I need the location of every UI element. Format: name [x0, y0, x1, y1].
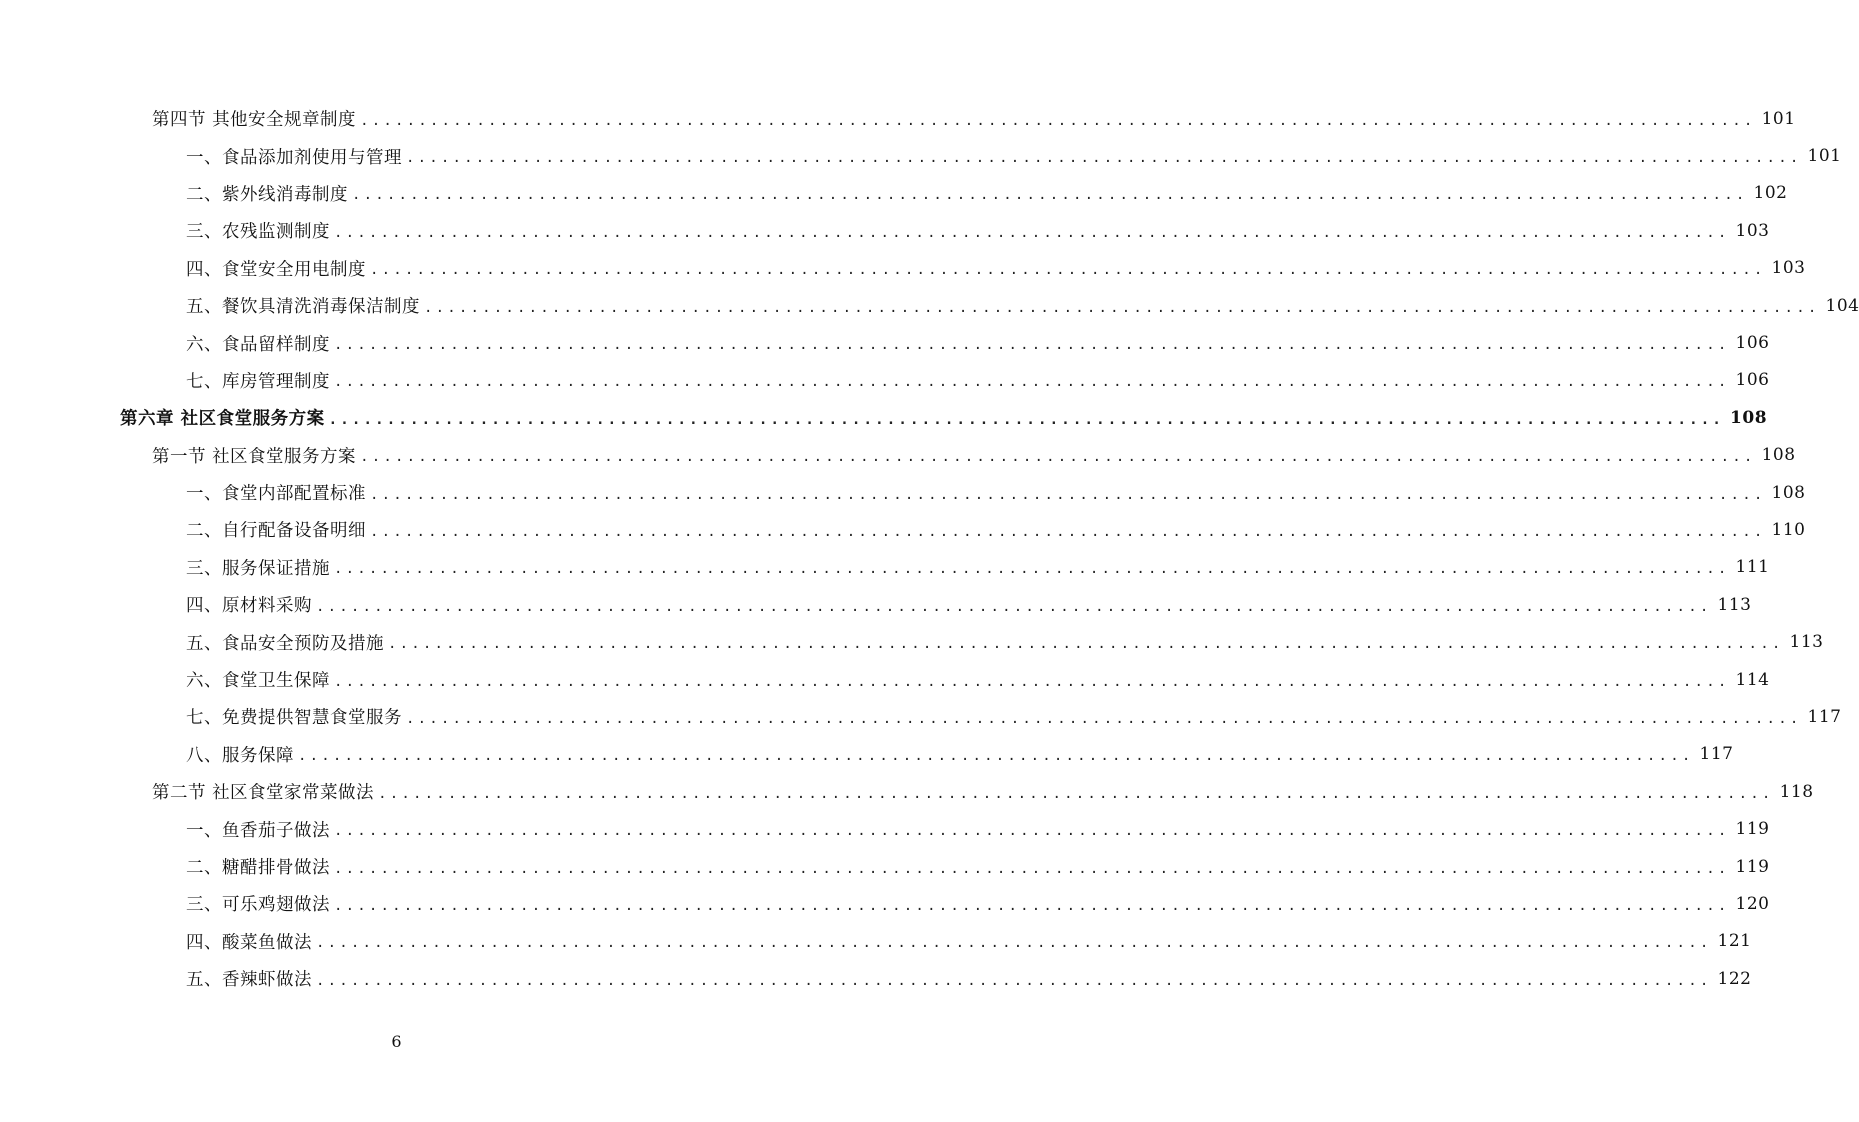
toc-entry-page: 110: [1771, 519, 1806, 540]
toc-entry-page: 122: [1717, 968, 1752, 989]
toc-entry-page: 103: [1771, 258, 1806, 279]
toc-entry-page: 119: [1735, 856, 1770, 877]
toc-entry[interactable]: [0, 549, 1770, 586]
toc-entry-label: 三、服务保证措施: [186, 555, 334, 580]
toc-entry-page: 121: [1717, 931, 1752, 952]
toc-entry-page: 113: [1789, 632, 1824, 653]
toc-entry-label: 五、食品安全预防及措施: [186, 630, 388, 655]
toc-entry-label: 六、食品留样制度: [186, 331, 334, 356]
toc-entry[interactable]: [0, 511, 1806, 548]
toc-entry-page: 119: [1735, 819, 1770, 840]
toc-entry[interactable]: [0, 137, 1842, 174]
toc-entry-label: 一、食堂内部配置标准: [186, 480, 370, 505]
toc-entry-page: 117: [1699, 744, 1734, 765]
toc-entry[interactable]: [0, 324, 1770, 361]
toc-entry[interactable]: [0, 250, 1806, 287]
toc-leader-dots: ........................................................................................................................: [406, 710, 1802, 727]
toc-leader-dots: ........................................................................................................................: [360, 449, 1756, 466]
toc-entry[interactable]: [0, 698, 1842, 735]
toc-entry-page: 106: [1735, 333, 1770, 354]
toc-entry-label: 第一节 社区食堂服务方案: [152, 443, 360, 468]
toc-entry-label: 八、服务保障: [186, 742, 298, 767]
toc-entry-label: 四、原材料采购: [186, 592, 316, 617]
toc-entry-label: 二、紫外线消毒制度: [186, 181, 352, 206]
toc-entry-page: 114: [1735, 669, 1770, 690]
toc-leader-dots: ........................................................................................................................: [328, 411, 1725, 428]
toc-leader-dots: ........................................................................................................................: [334, 823, 1730, 840]
toc-leader-dots: ........................................................................................................................: [424, 299, 1820, 316]
toc-entry-page: 111: [1735, 557, 1770, 578]
toc-leader-dots: ........................................................................................................................: [352, 187, 1748, 204]
toc-entry-label: 第四节 其他安全规章制度: [152, 106, 360, 131]
toc-leader-dots: ........................................................................................................................: [334, 374, 1730, 391]
toc-entry[interactable]: [0, 362, 1770, 399]
toc-entry-label: 四、食堂安全用电制度: [186, 256, 370, 281]
toc-leader-dots: ........................................................................................................................: [316, 598, 1712, 615]
toc-leader-dots: ........................................................................................................................: [378, 785, 1774, 802]
toc-entry-page: 113: [1717, 594, 1752, 615]
toc-entry-page: 103: [1735, 220, 1770, 241]
toc-entry[interactable]: [0, 623, 1824, 660]
toc-entry-page: 102: [1753, 183, 1788, 204]
page-number: 6: [391, 1032, 402, 1051]
toc-entry-label: 二、自行配备设备明细: [186, 517, 370, 542]
toc-leader-dots: ........................................................................................................................: [334, 561, 1730, 578]
toc-entry-label: 三、可乐鸡翅做法: [186, 891, 334, 916]
toc-entry[interactable]: [0, 885, 1770, 922]
toc-leader-dots: ........................................................................................................................: [360, 112, 1756, 129]
toc-entry-page: 108: [1761, 445, 1796, 466]
toc-entry-page: 108: [1730, 407, 1768, 428]
toc-leader-dots: ........................................................................................................................: [316, 972, 1712, 989]
toc-leader-dots: ........................................................................................................................: [316, 935, 1712, 952]
toc-leader-dots: ........................................................................................................................: [334, 224, 1730, 241]
toc-entry-page: 118: [1779, 781, 1814, 802]
toc-entry[interactable]: [0, 399, 1768, 436]
toc-entry-page: 117: [1807, 706, 1842, 727]
toc-entry-label: 五、餐饮具清洗消毒保洁制度: [186, 293, 424, 318]
toc-entry-page: 101: [1807, 146, 1842, 167]
toc-entry[interactable]: [0, 773, 1814, 810]
toc-leader-dots: ........................................................................................................................: [370, 523, 1766, 540]
toc-entry-label: 六、食堂卫生保障: [186, 667, 334, 692]
toc-entry[interactable]: [0, 736, 1734, 773]
toc-entry[interactable]: [0, 923, 1752, 960]
toc-entry-page: 120: [1735, 893, 1770, 914]
toc-entry[interactable]: [0, 287, 1859, 324]
toc-leader-dots: ........................................................................................................................: [406, 150, 1802, 167]
toc-entry[interactable]: [0, 848, 1770, 885]
toc-entry[interactable]: [0, 960, 1752, 997]
toc-entry-label: 三、农残监测制度: [186, 218, 334, 243]
toc-entry[interactable]: [0, 100, 1796, 137]
toc-entry[interactable]: [0, 212, 1770, 249]
toc-entry[interactable]: [0, 810, 1770, 847]
toc-entry-page: 104: [1825, 295, 1859, 316]
toc-leader-dots: ........................................................................................................................: [298, 748, 1694, 765]
toc-entry[interactable]: [0, 175, 1788, 212]
toc-entry-label: 七、免费提供智慧食堂服务: [186, 704, 406, 729]
toc-leader-dots: ........................................................................................................................: [370, 486, 1766, 503]
toc-entry-label: 第二节 社区食堂家常菜做法: [152, 779, 378, 804]
toc-entry-label: 第六章 社区食堂服务方案: [120, 405, 329, 430]
toc-leader-dots: ........................................................................................................................: [334, 860, 1730, 877]
toc-entry[interactable]: [0, 474, 1806, 511]
toc-leader-dots: ........................................................................................................................: [334, 673, 1730, 690]
toc-entry-page: 106: [1735, 370, 1770, 391]
toc-entry-page: 108: [1771, 482, 1806, 503]
toc-entry-label: 二、糖醋排骨做法: [186, 854, 334, 879]
toc-leader-dots: ........................................................................................................................: [388, 636, 1784, 653]
toc-leader-dots: ........................................................................................................................: [334, 337, 1730, 354]
toc-entry[interactable]: [0, 437, 1796, 474]
toc-entry-label: 一、鱼香茄子做法: [186, 817, 334, 842]
table-of-contents: [0, 100, 1859, 997]
toc-entry-label: 五、香辣虾做法: [186, 966, 316, 991]
toc-entry-page: 101: [1761, 108, 1796, 129]
toc-entry[interactable]: [0, 661, 1770, 698]
toc-entry-label: 七、库房管理制度: [186, 368, 334, 393]
toc-leader-dots: ........................................................................................................................: [370, 262, 1766, 279]
toc-entry-label: 四、酸菜鱼做法: [186, 929, 316, 954]
toc-entry[interactable]: [0, 586, 1752, 623]
toc-leader-dots: ........................................................................................................................: [334, 897, 1730, 914]
toc-entry-label: 一、食品添加剂使用与管理: [186, 144, 406, 169]
